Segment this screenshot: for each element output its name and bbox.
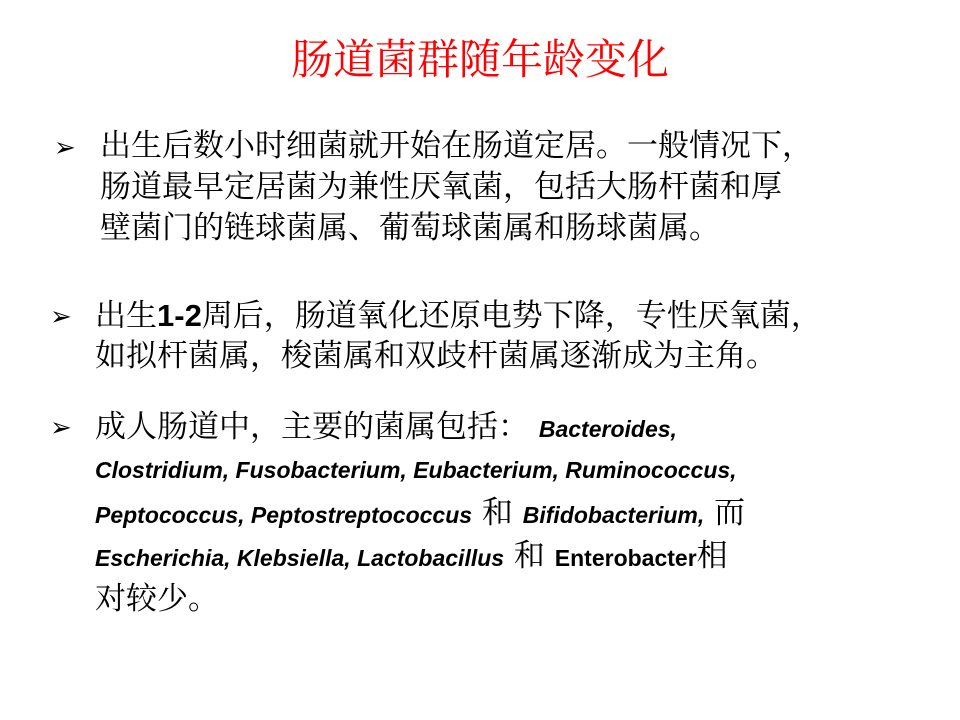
- bullet-3-line-2: Clostridium, Fusobacterium, Eubacterium, Ruminococcus,: [95, 457, 737, 483]
- bullet-arrow-icon: ➢: [50, 413, 72, 443]
- genus-name: Bifidobacterium,: [522, 502, 705, 528]
- bullet-3-text-segment: 和: [481, 495, 513, 531]
- bullet-arrow-icon: ➢: [54, 133, 76, 163]
- bullet-1-line-3: 壁菌门的链球菌属、葡萄球菌属和肠球菌属。: [100, 210, 720, 246]
- bullet-1-line-2: 肠道最早定居菌为兼性厌氧菌，包括大肠杆菌和厚: [100, 169, 782, 205]
- bullet-3-text-segment: 相: [696, 538, 728, 574]
- bullet-3-text: [95, 406, 745, 621]
- bullet-2-line-2: 如拟杆菌属，梭菌属和双歧杆菌属逐渐成为主角。: [95, 338, 777, 374]
- bullet-2-text-segment: 周后，肠道氧化还原电势下降，专性厌氧菌，: [201, 298, 822, 334]
- bullet-2-weeks-number: 1-2: [157, 298, 202, 333]
- slide-title: 肠道菌群随年龄变化: [290, 35, 669, 84]
- bullet-3-line-4: [95, 535, 745, 578]
- bullet-3-line-1: [95, 406, 745, 449]
- bullet-2-text: [95, 295, 822, 377]
- bullet-3-line-5: 对较少。: [95, 581, 219, 617]
- bullet-3-text-segment: 和: [513, 538, 545, 574]
- genus-name: Escherichia, Klebsiella, Lactobacillus: [95, 545, 505, 571]
- bullet-3-text-segment: 而: [714, 495, 746, 531]
- bullet-3-line-3: [95, 492, 745, 535]
- bullet-arrow-icon: ➢: [50, 302, 72, 332]
- bullet-2-text-segment: 出生: [95, 298, 157, 334]
- bullet-1-text: [100, 126, 813, 249]
- genus-name: Bacteroides,: [538, 416, 677, 442]
- genus-name: Peptococcus, Peptostreptococcus: [95, 502, 473, 528]
- bullet-2-line-1: [95, 295, 822, 336]
- bullet-3-text-segment: 成人肠道中，主要的菌属包括：: [95, 409, 529, 445]
- bullet-1-line-1: 出生后数小时细菌就开始在肠道定居。一般情况下，: [100, 128, 813, 164]
- genus-name: Enterobacter: [554, 545, 697, 571]
